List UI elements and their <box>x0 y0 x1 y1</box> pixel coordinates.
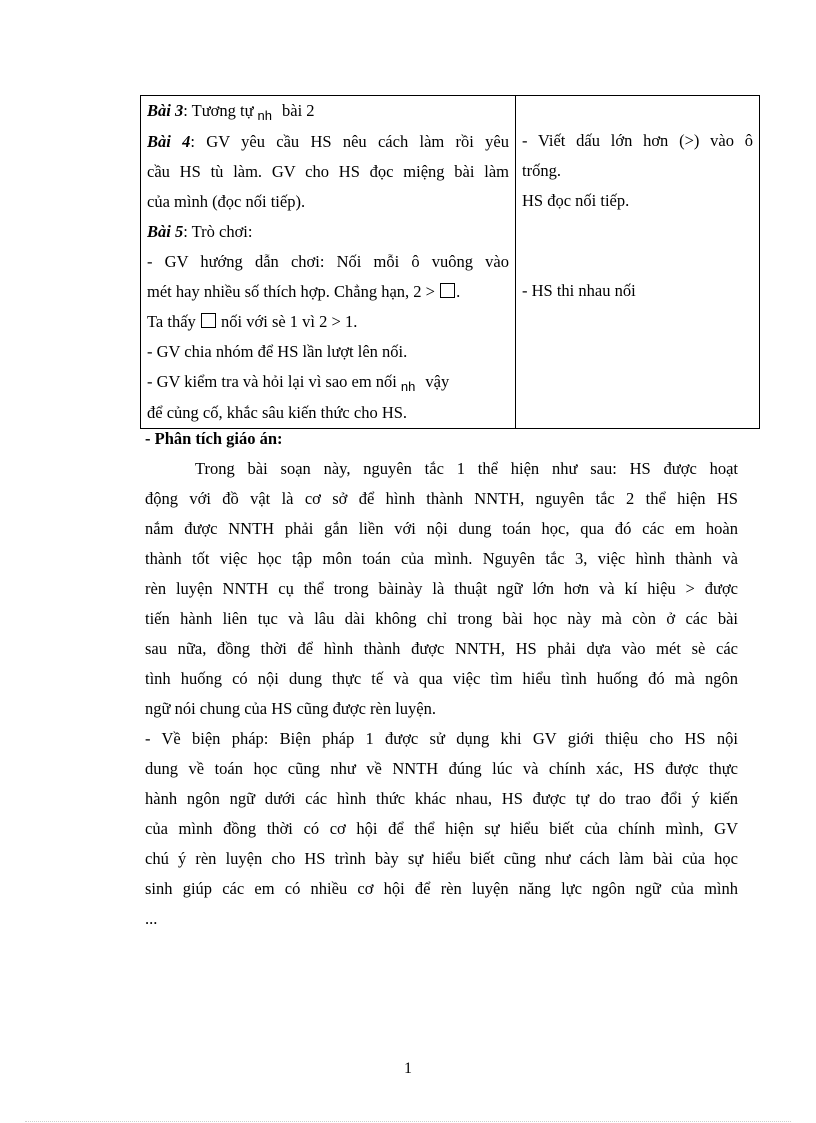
bai3-tail: bài 2 <box>282 101 315 120</box>
paragraph-line: ngữ nói chung của HS cũng được rèn luyện. <box>145 699 437 718</box>
bai5-line-5: - GV chia nhóm để HS lần lượt lên nối. <box>147 342 408 361</box>
bai5-label: Bài 5 <box>147 222 184 241</box>
paragraph-line: tiến hành liên tục và lâu dài không chỉ trong bài học này mà còn ở các bài <box>145 609 738 628</box>
paragraph-line: chú ý rèn luyện cho HS trình bày sự hiểu biết cũng như cách làm bài của học <box>145 849 738 868</box>
paragraph-line: hành ngôn ngữ dưới các hình thức khác nhau, HS được tự do trao đổi ý kiến <box>145 789 738 808</box>
section-heading: - Phân tích giáo án: <box>145 429 283 448</box>
bai3-label: Bài 3 <box>147 101 184 120</box>
right-line-2: trống. <box>522 161 561 180</box>
table-row <box>141 96 760 429</box>
analysis-section <box>145 424 738 934</box>
paragraph-line: của mình đồng thời có cơ hội để thể hiện sự hiểu biết của chính mình, GV <box>145 819 738 838</box>
bai5-l6-nh: nh <box>400 379 416 394</box>
right-spacer-top <box>522 96 753 126</box>
bai5-line-4 <box>147 307 509 337</box>
page-number: 1 <box>404 1060 412 1077</box>
paragraph-line: sau nữa, đồng thời để hình thành được NNTH, HS phải dựa vào mét sè các <box>145 639 738 658</box>
bai5-l3-dot: . <box>456 282 461 301</box>
bai4-line-1 <box>147 127 509 157</box>
paragraph-line: thành tốt việc học tập môn toán của mình. Nguyên tắc 3, việc hình thành và <box>145 549 738 568</box>
lesson-table <box>140 95 760 429</box>
bai3-line <box>147 96 509 127</box>
bai5-line-7: để củng cố, khắc sâu kiến thức cho HS. <box>147 403 408 422</box>
bai4-label: Bài 4 <box>147 132 191 151</box>
right-line-4: - HS thi nhau nối <box>522 281 636 300</box>
right-line-3: HS đọc nối tiếp. <box>522 191 630 210</box>
bai4-text: : GV yêu cầu HS nêu cách làm rồi yêu <box>190 132 509 151</box>
bai3-text: : Tương tự <box>183 101 254 120</box>
right-spacer-mid <box>522 216 753 276</box>
paragraph-line: rèn luyện NNTH cụ thể trong bàinày là thuật ngữ lớn hơn và kí hiệu > được <box>145 579 738 598</box>
bai5-line-3 <box>147 277 509 307</box>
bai4-line-3: của mình (đọc nối tiếp). <box>147 192 306 211</box>
bai5-l4-text-b: nối với sè 1 vì 2 > 1. <box>221 312 358 331</box>
paragraph-line: động với đồ vật là cơ sở để hình thành NNTH, nguyên tắc 2 thể hiện HS <box>145 489 738 508</box>
empty-square-icon <box>201 313 216 328</box>
paragraph-line: nắm được NNTH phải gắn liền với nội dung toán học, qua đó các em hoàn <box>145 519 738 538</box>
page-bottom-divider <box>25 1121 791 1122</box>
paragraph-line: ... <box>145 909 158 928</box>
paragraph-line: Trong bài soạn này, nguyên tắc 1 thể hiện như sau: HS được hoạt <box>195 459 738 478</box>
paragraph-line: dung về toán học cũng như về NNTH đúng lúc và chính xác, HS được thực <box>145 759 738 778</box>
bai5-line-6 <box>147 367 509 398</box>
bai5-l6-text: - GV kiểm tra và hỏi lại vì sao em nối <box>147 372 397 391</box>
bai5-l3-text: mét hay nhiều số thích hợp. Chẳng hạn, 2 > <box>147 282 435 301</box>
bai5-l6-tail: vậy <box>425 372 450 391</box>
bai5-text: : Trò chơi: <box>183 222 253 241</box>
paragraph-line: tình huống có nội dung thực tế và qua việc tìm hiểu tình huống đó mà ngôn <box>145 669 738 688</box>
empty-square-icon <box>440 283 455 298</box>
bai3-nh: nh <box>257 108 272 123</box>
teacher-activities-cell <box>141 96 516 429</box>
student-activities-cell <box>516 96 760 429</box>
bai4-line-2: cầu HS tù làm. GV cho HS đọc miệng bài làm <box>147 162 509 181</box>
bai5-line-2: - GV hướng dẫn chơi: Nối mỗi ô vuông vào <box>147 252 509 271</box>
right-line-1: - Viết dấu lớn hơn (>) vào ô <box>522 131 753 150</box>
paragraph-line: sinh giúp các em có nhiều cơ hội để rèn luyện năng lực ngôn ngữ của mình <box>145 879 738 898</box>
bai5-line-1 <box>147 217 509 247</box>
bai5-l4-text-a: Ta thấy <box>147 312 196 331</box>
paragraph-line: - Về biện pháp: Biện pháp 1 được sử dụng khi GV giới thiệu cho HS nội <box>145 729 738 748</box>
